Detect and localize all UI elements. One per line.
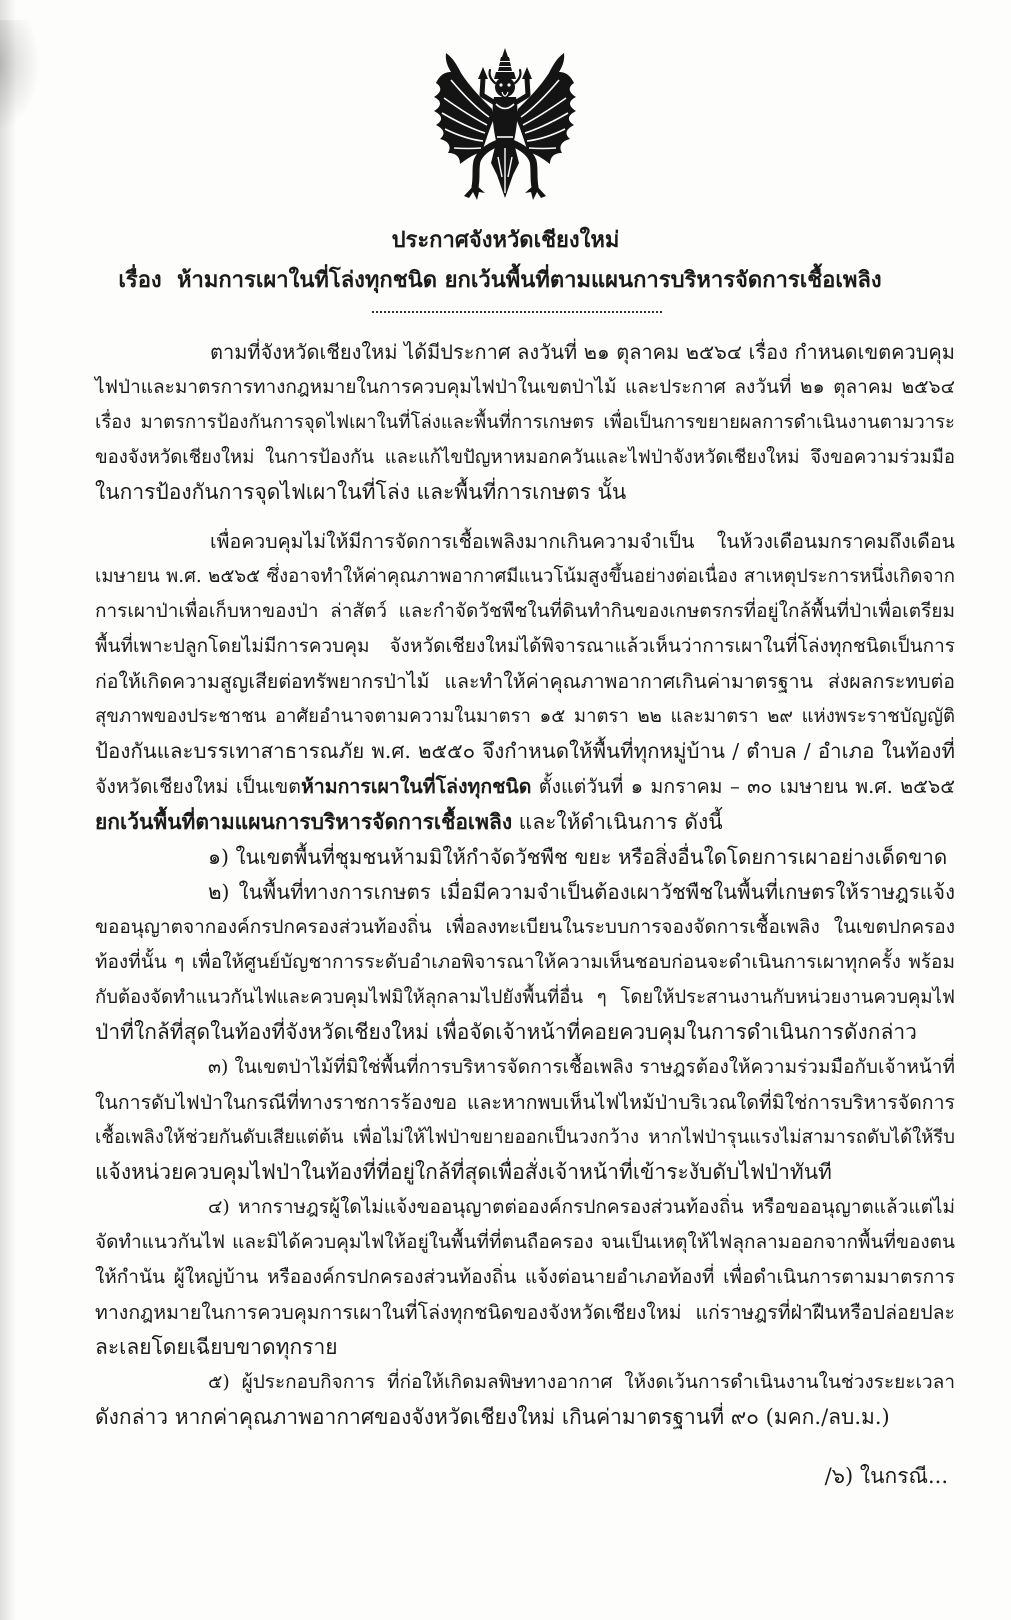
text-line: จัดทำแนวกันไฟ และมิได้ควบคุมไฟให้อยู่ในพื้นที่ที่ตนถือครอง จนเป็นเหตุให้ไฟลุกลามออกจากพื้นที่ของตน — [95, 1231, 955, 1253]
list-item-5: ๕) ผู้ประกอบกิจการ ที่ก่อให้เกิดมลพิษทางอากาศ ให้งดเว้นการดำเนินงานในช่วงระยะเวลา — [208, 1371, 955, 1393]
dotted-divider — [372, 311, 662, 313]
text-line: ก่อให้เกิดความสูญเสียต่อทรัพยากรป่าไม้ และทำให้ค่าคุณภาพอากาศเกินค่ามาตรฐาน ส่งผลกระทบต่อ — [95, 670, 955, 693]
bold-text-no-burning: ห้ามการเผาในที่โล่งทุกชนิด — [300, 775, 532, 798]
page-title: ประกาศจังหวัดเชียงใหม่ — [391, 227, 620, 253]
text-line: ดังกล่าว หากค่าคุณภาพอากาศของจังหวัดเชียงใหม่ เกินค่ามาตรฐานที่ ๙๐ (มคก./ลบ.ม.) — [95, 1405, 890, 1429]
text-line: ในการดับไฟป่าในกรณีที่ทางราชการร้องขอ และหากพบเห็นไฟไหม้ป่าบริเวณใดที่มิใช่การบริหารจัดการ — [95, 1091, 955, 1114]
text-line: แจ้งหน่วยควบคุมไฟป่าในท้องที่ที่อยู่ใกล้ที่สุดเพื่อสั่งเจ้าหน้าที่เข้าระงับดับไฟป่าทันที — [95, 1160, 832, 1184]
list-item-4: ๔) หากราษฎรผู้ใดไม่แจ้งขออนุญาตต่อองค์กรปกครองส่วนท้องถิ่น หรือขออนุญาตแล้วแต่ไม่ — [208, 1196, 955, 1218]
text-line: กับต้องจัดทำแนวกันไฟและควบคุมไฟมิให้ลุกลามไปยังพื้นที่อื่น ๆ โดยให้ประสานงานกับหน่วยงานควบคุมไฟ — [95, 987, 955, 1008]
list-item-2: ๒) ในพื้นที่ทางการเกษตร เมื่อมีความจำเป็นต้องเผาวัชพืชในพื้นที่เกษตรให้ราษฎรแจ้ง — [208, 880, 955, 904]
scan-smudge — [0, 20, 40, 130]
text-segment: ตั้งแต่วันที่ ๑ มกราคม – ๓๐ เมษายน พ.ศ. ๒๕๖๕ — [531, 775, 955, 798]
text-line: ป้องกันและบรรเทาสาธารณภัย พ.ศ. ๒๕๕๐ จึงกำหนดให้พื้นที่ทุกหมู่บ้าน / ตำบล / อำเภอ ในท้องที่ — [95, 739, 955, 763]
document-body — [95, 335, 955, 1435]
list-item-3: ๓) ในเขตป่าไม้ที่มิใช่พื้นที่การบริหารจัดการเชื้อเพลิง ราษฎรต้องให้ความร่วมมือกับเจ้าหน้าที่ — [208, 1056, 955, 1078]
garuda-crown — [494, 48, 516, 79]
text-line: สุขภาพของประชาชน อาศัยอำนาจตามความในมาตรา ๑๕ มาตรา ๒๒ และมาตรา ๒๙ แห่งพระราชบัญญัติ — [95, 706, 955, 727]
list-item-1: ๑) ในเขตพื้นที่ชุมชนห้ามมิให้กำจัดวัชพืช ขยะ หรือสิ่งอื่นใดโดยการเผาอย่างเด็ดขาด — [208, 845, 948, 869]
text-line: การเผาป่าเพื่อเก็บหาของป่า ล่าสัตว์ และกำจัดวัชพืชในที่ดินทำกินของเกษตรกรที่อยู่ใกล้พื้นที่ป่าเพื่อเตรียม — [95, 600, 955, 622]
text-line: ในการป้องกันการจุดไฟเผาในที่โล่ง และพื้นที่การเกษตร นั้น — [95, 480, 627, 504]
garuda-tail — [491, 143, 519, 198]
bold-text-exception: ยกเว้นพื้นที่ตามแผนการบริหารจัดการเชื้อเพลิง — [95, 809, 513, 834]
garuda-emblem-icon — [430, 47, 580, 207]
text-line: เพื่อควบคุมไม่ให้มีการจัดการเชื้อเพลิงมากเกินความจำเป็น ในห้วงเดือนมกราคมถึงเดือน — [210, 530, 955, 553]
text-line: ขออนุญาตจากองค์กรปกครองส่วนท้องถิ่น เพื่อลงทะเบียนในระบบการจองจัดการเชื้อเพลิง ในเขตปกครอง — [95, 916, 955, 938]
text-line — [95, 769, 955, 804]
text-segment: จังหวัดเชียงใหม่ เป็นเขต — [95, 775, 301, 798]
garuda-head — [495, 77, 515, 100]
garuda-left-half — [434, 53, 498, 200]
text-line: พื้นที่เพาะปลูกโดยไม่มีการควบคุม จังหวัดเชียงใหม่ได้พิจารณาแล้วเห็นว่าการเผาในที่โล่งทุกชนิดเป็นการ — [95, 635, 955, 657]
garuda-right-half — [512, 53, 576, 200]
text-line — [95, 804, 955, 840]
text-line: ให้กำนัน ผู้ใหญ่บ้าน หรือองค์กรปกครองส่วนท้องถิ่น แจ้งต่อนายอำเภอท้องที่ เพื่อดำเนินการตามมาตรการ — [95, 1266, 955, 1288]
document-subject: เรื่อง ห้ามการเผาในที่โล่งทุกชนิด ยกเว้นพื้นที่ตามแผนการบริหารจัดการเชื้อเพลิง — [118, 267, 882, 293]
text-line: ทางกฎหมายในการควบคุมการเผาในที่โล่งทุกชนิดของจังหวัดเชียงใหม่ แก่ราษฎรที่ฝ่าฝืนหรือปล่อยปละ — [95, 1301, 955, 1324]
garuda-body — [493, 97, 518, 145]
text-line: ท้องที่นั้น ๆ เพื่อให้ศูนย์บัญชาการระดับอำเภอพิจารณาให้ความเห็นชอบก่อนจะดำเนินการเผาทุกครั้ง พร้อม — [95, 951, 955, 973]
text-line: ไฟป่าและมาตรการทางกฎหมายในการควบคุมไฟป่าในเขตป่าไม้ และประกาศ ลงวันที่ ๒๑ ตุลาคม ๒๕๖๔ — [95, 376, 955, 398]
text-line: ตามที่จังหวัดเชียงใหม่ ได้มีประกาศ ลงวันที่ ๒๑ ตุลาคม ๒๕๖๔ เรื่อง กำหนดเขตควบคุม — [210, 340, 955, 364]
text-line: ละเลยโดยเฉียบขาดทุกราย — [95, 1335, 338, 1359]
page-continuation: /๖) ในกรณี... — [824, 1464, 948, 1488]
text-line: เมษายน พ.ศ. ๒๕๖๕ ซึ่งอาจทำให้ค่าคุณภาพอากาศมีแนวโน้มสูงขึ้นอย่างต่อเนื่อง สาเหตุประการหนึ่งเกิดจาก — [95, 566, 955, 587]
text-line: เชื้อเพลิงให้ช่วยกันดับเสียแต่ต้น เพื่อไม่ให้ไฟป่าขยายออกเป็นวงกว้าง หากไฟป่ารุนแรงไม่สามารถดับได้ให้รีบ — [95, 1127, 955, 1148]
text-line: ของจังหวัดเชียงใหม่ ในการป้องกัน และแก้ไขปัญหาหมอกควันและไฟป่าจังหวัดเชียงใหม่ จึงขอความร่วมมือ — [95, 447, 955, 468]
text-line: ป่าที่ใกล้ที่สุดในท้องที่จังหวัดเชียงใหม่ เพื่อจัดเจ้าหน้าที่คอยควบคุมในการดำเนินการดังกล่าว — [95, 1020, 917, 1044]
text-line: เรื่อง มาตรการป้องกันการจุดไฟเผาในที่โล่งและพื้นที่การเกษตร เพื่อเป็นการขยายผลการดำเนินงานตามวาระ — [95, 412, 955, 433]
text-segment: และให้ดำเนินการ ดังนี้ — [512, 810, 723, 834]
